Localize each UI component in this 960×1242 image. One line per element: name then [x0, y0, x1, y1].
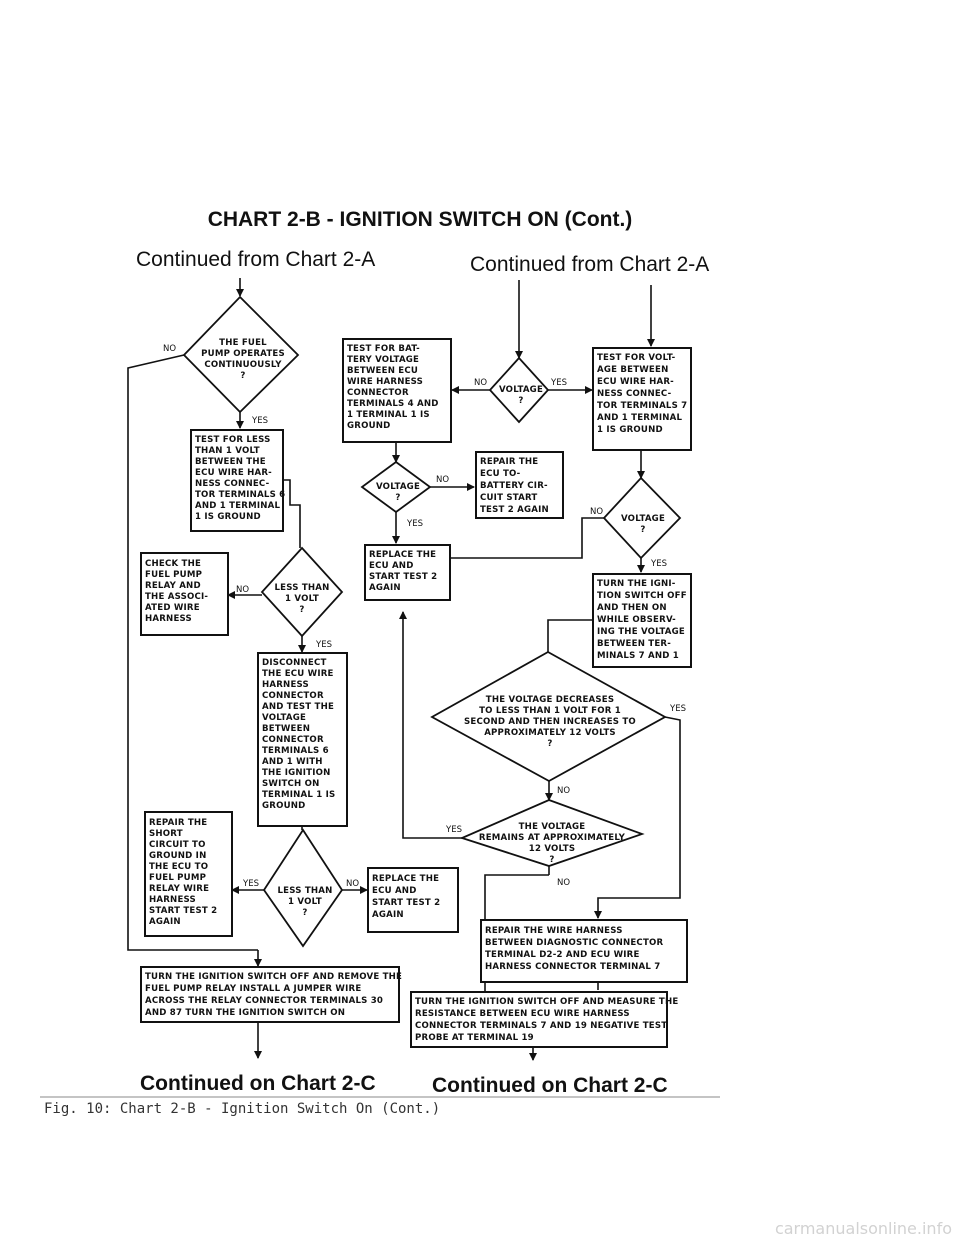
svg-text:1 TERMINAL 1 IS: 1 TERMINAL 1 IS [347, 410, 430, 420]
box-disconnect-ecu [258, 653, 347, 826]
svg-text:1 VOLT: 1 VOLT [288, 897, 322, 907]
svg-text:?: ? [547, 739, 553, 749]
svg-text:REPAIR THE: REPAIR THE [480, 457, 539, 467]
yes-label: YES [407, 519, 423, 529]
svg-text:LESS THAN: LESS THAN [274, 583, 330, 593]
svg-text:AND 87 TURN THE IGNITION SWIT: AND 87 TURN THE IGNITION SWITCH ON [145, 1008, 346, 1018]
svg-text:TOR TERMINALS 7: TOR TERMINALS 7 [597, 401, 688, 411]
decision-less-than-1 [262, 548, 342, 636]
svg-text:SECOND AND THEN INCREASES TO: SECOND AND THEN INCREASES TO [464, 717, 636, 727]
svg-text:TURN THE IGNITION SWITCH OFF A: TURN THE IGNITION SWITCH OFF AND MEASURE THE [415, 997, 679, 1007]
svg-text:START TEST 2: START TEST 2 [149, 906, 218, 916]
svg-text:REPAIR THE WIRE HARNESS: REPAIR THE WIRE HARNESS [485, 926, 623, 936]
svg-text:BETWEEN DIAGNOSTIC CONNECTOR: BETWEEN DIAGNOSTIC CONNECTOR [485, 938, 664, 948]
no-label: NO [436, 475, 450, 485]
svg-text:GROUND IN: GROUND IN [149, 851, 207, 861]
svg-text:LESS THAN: LESS THAN [277, 886, 333, 896]
svg-text:ATED WIRE: ATED WIRE [145, 603, 200, 613]
svg-text:?: ? [640, 525, 646, 535]
svg-text:BETWEEN ECU: BETWEEN ECU [347, 366, 419, 376]
continued-on-right: Continued on Chart 2-C [432, 1074, 668, 1097]
svg-text:SHORT: SHORT [149, 829, 183, 839]
svg-text:THE ECU WIRE: THE ECU WIRE [262, 669, 334, 679]
svg-text:NESS CONNEC-: NESS CONNEC- [597, 389, 672, 399]
svg-text:THE VOLTAGE DECREASES: THE VOLTAGE DECREASES [485, 695, 615, 705]
svg-text:AGAIN: AGAIN [369, 583, 401, 593]
svg-text:ING THE VOLTAGE: ING THE VOLTAGE [597, 627, 685, 637]
yes-label: YES [252, 416, 268, 426]
no-label: NO [236, 585, 250, 595]
svg-text:CIRCUIT TO: CIRCUIT TO [149, 840, 206, 850]
svg-text:TEST FOR LESS: TEST FOR LESS [195, 435, 271, 445]
svg-text:BATTERY CIR-: BATTERY CIR- [480, 481, 548, 491]
decision-fuel-pump [184, 297, 298, 412]
svg-text:TURN THE IGNITION SWITCH OFF A: TURN THE IGNITION SWITCH OFF AND REMOVE THE [145, 972, 403, 982]
svg-text:VOLTAGE: VOLTAGE [498, 385, 544, 395]
no-label: NO [474, 378, 488, 388]
box-repair-ecu-battery [476, 452, 563, 518]
svg-text:TION SWITCH OFF: TION SWITCH OFF [597, 591, 687, 601]
svg-text:RELAY WIRE: RELAY WIRE [149, 884, 210, 894]
svg-text:?: ? [395, 493, 401, 503]
svg-text:?: ? [299, 605, 305, 615]
box-check-fuel-pump [141, 553, 228, 635]
svg-text:TERY VOLTAGE: TERY VOLTAGE [347, 355, 420, 365]
svg-text:THAN 1 VOLT: THAN 1 VOLT [195, 446, 260, 456]
svg-text:AND 1 WITH: AND 1 WITH [262, 757, 323, 767]
svg-text:ECU AND: ECU AND [372, 886, 417, 896]
svg-text:THE FUEL: THE FUEL [219, 338, 267, 348]
svg-text:PUMP OPERATES: PUMP OPERATES [201, 349, 285, 359]
svg-text:HARNESS: HARNESS [149, 895, 196, 905]
svg-text:BETWEEN: BETWEEN [262, 724, 311, 734]
no-label: NO [163, 344, 177, 354]
svg-text:REMAINS AT APPROXIMATELY: REMAINS AT APPROXIMATELY [478, 833, 626, 843]
svg-text:ACROSS THE RELAY CONNECTOR TER: ACROSS THE RELAY CONNECTOR TERMINALS 30 [145, 996, 384, 1006]
svg-text:WHILE OBSERV-: WHILE OBSERV- [597, 615, 676, 625]
no-label: NO [557, 878, 571, 888]
decision-voltage-b [362, 462, 430, 512]
svg-text:VOLTAGE: VOLTAGE [620, 514, 666, 524]
svg-text:PROBE AT TERMINAL 19: PROBE AT TERMINAL 19 [415, 1033, 534, 1043]
svg-text:TERMINAL 1 IS: TERMINAL 1 IS [262, 790, 336, 800]
svg-text:START TEST 2: START TEST 2 [372, 898, 441, 908]
svg-text:THE ECU TO: THE ECU TO [149, 862, 209, 872]
yes-label: YES [316, 640, 332, 650]
svg-text:DISCONNECT: DISCONNECT [262, 658, 327, 668]
svg-text:12 VOLTS: 12 VOLTS [528, 844, 576, 854]
svg-text:GROUND: GROUND [347, 421, 391, 431]
svg-text:REPLACE THE: REPLACE THE [369, 550, 437, 560]
svg-text:THE VOLTAGE: THE VOLTAGE [518, 822, 586, 832]
box-test-voltage-7 [593, 348, 691, 450]
decision-voltage-a [490, 358, 548, 422]
svg-text:HARNESS CONNECTOR TERMINAL 7: HARNESS CONNECTOR TERMINAL 7 [485, 962, 661, 972]
svg-text:TERMINALS 4 AND: TERMINALS 4 AND [347, 399, 439, 409]
svg-text:TERMINAL D2-2 AND ECU WIRE: TERMINAL D2-2 AND ECU WIRE [485, 950, 640, 960]
svg-text:BETWEEN THE: BETWEEN THE [195, 457, 266, 467]
svg-text:1 VOLT: 1 VOLT [285, 594, 319, 604]
box-repair-wire-harness [481, 920, 687, 982]
svg-text:FUEL PUMP: FUEL PUMP [149, 873, 207, 883]
svg-text:ECU WIRE HAR-: ECU WIRE HAR- [195, 468, 272, 478]
svg-text:CONNECTOR: CONNECTOR [262, 691, 324, 701]
svg-text:AND TEST THE: AND TEST THE [262, 702, 335, 712]
svg-text:VOLTAGE: VOLTAGE [375, 482, 421, 492]
svg-text:THE ASSOCI-: THE ASSOCI- [145, 592, 209, 602]
svg-text:BETWEEN TER-: BETWEEN TER- [597, 639, 672, 649]
svg-text:1 IS GROUND: 1 IS GROUND [597, 425, 663, 435]
box-turn-ignition-observe [593, 574, 691, 667]
svg-text:FUEL PUMP RELAY INSTALL A JUM: FUEL PUMP RELAY INSTALL A JUMPER WIRE [145, 984, 362, 994]
no-label: NO [346, 879, 360, 889]
svg-text:TEST FOR VOLT-: TEST FOR VOLT- [597, 353, 676, 363]
svg-text:?: ? [518, 396, 524, 406]
svg-text:AGE BETWEEN: AGE BETWEEN [597, 365, 669, 375]
no-label: NO [590, 507, 604, 517]
svg-text:1 IS GROUND: 1 IS GROUND [195, 512, 261, 522]
svg-text:ECU TO-: ECU TO- [480, 469, 521, 479]
svg-text:CONNECTOR: CONNECTOR [262, 735, 324, 745]
box-repair-short [145, 812, 232, 936]
svg-text:ECU WIRE HAR-: ECU WIRE HAR- [597, 377, 674, 387]
svg-text:RESISTANCE BETWEEN ECU WIRE HA: RESISTANCE BETWEEN ECU WIRE HARNESS [415, 1009, 630, 1019]
svg-text:CHECK THE: CHECK THE [145, 559, 202, 569]
decision-voltage-remains [462, 800, 642, 866]
svg-text:AND 1 TERMINAL: AND 1 TERMINAL [597, 413, 683, 423]
chart-title: CHART 2-B - IGNITION SWITCH ON (Cont.) [207, 208, 633, 231]
svg-text:REPLACE THE: REPLACE THE [372, 874, 440, 884]
svg-text:ECU AND: ECU AND [369, 561, 414, 571]
svg-text:RELAY AND: RELAY AND [145, 581, 201, 591]
svg-text:CUIT START: CUIT START [480, 493, 538, 503]
svg-text:HARNESS: HARNESS [145, 614, 192, 624]
svg-text:TOR TERMINALS 6: TOR TERMINALS 6 [195, 490, 286, 500]
no-label: NO [557, 786, 571, 796]
box-replace-ecu-2 [365, 545, 450, 600]
svg-text:SWITCH ON: SWITCH ON [262, 779, 320, 789]
continued-on-left: Continued on Chart 2-C [140, 1072, 376, 1095]
box-turn-remove-relay [141, 967, 402, 1022]
svg-text:CONNECTOR TERMINALS 7 AND 19: CONNECTOR TERMINALS 7 AND 19 NEGATIVE TEST [415, 1021, 668, 1031]
svg-text:NESS CONNEC-: NESS CONNEC- [195, 479, 270, 489]
svg-text:TO LESS THAN 1 VOLT FOR 1: TO LESS THAN 1 VOLT FOR 1 [479, 706, 621, 716]
svg-text:START TEST 2: START TEST 2 [369, 572, 438, 582]
svg-text:FUEL PUMP: FUEL PUMP [145, 570, 203, 580]
yes-label: YES [651, 559, 667, 569]
svg-text:THE IGNITION: THE IGNITION [262, 768, 331, 778]
box-test-less-than [191, 430, 285, 531]
yes-label: YES [670, 704, 686, 714]
svg-text:?: ? [302, 908, 308, 918]
box-test-battery [343, 339, 451, 442]
yes-label: YES [243, 879, 259, 889]
svg-text:TERMINALS 6: TERMINALS 6 [262, 746, 329, 756]
svg-text:MINALS 7 AND 1: MINALS 7 AND 1 [597, 651, 679, 661]
svg-text:GROUND: GROUND [262, 801, 306, 811]
watermark: carmanualsonline.info [774, 1219, 952, 1238]
svg-text:TURN THE IGNI-: TURN THE IGNI- [597, 579, 676, 589]
svg-text:?: ? [549, 855, 555, 865]
svg-text:VOLTAGE: VOLTAGE [262, 713, 307, 723]
svg-text:AGAIN: AGAIN [372, 910, 404, 920]
continued-from-left: Continued from Chart 2-A [136, 248, 376, 271]
svg-text:?: ? [240, 371, 246, 381]
svg-text:WIRE HARNESS: WIRE HARNESS [347, 377, 424, 387]
svg-text:AND THEN ON: AND THEN ON [597, 603, 667, 613]
svg-text:TEST FOR BAT-: TEST FOR BAT- [347, 344, 420, 354]
svg-text:REPAIR THE: REPAIR THE [149, 818, 208, 828]
svg-text:CONTINUOUSLY: CONTINUOUSLY [204, 360, 282, 370]
svg-text:CONNECTOR: CONNECTOR [347, 388, 409, 398]
svg-text:TEST 2 AGAIN: TEST 2 AGAIN [480, 505, 549, 515]
svg-text:AND 1 TERMINAL: AND 1 TERMINAL [195, 501, 281, 511]
box-measure-resistance [411, 992, 678, 1047]
figure-caption: Fig. 10: Chart 2-B - Ignition Switch On (Cont.) [44, 1101, 441, 1117]
yes-label: YES [446, 825, 462, 835]
decision-voltage-decreases [432, 652, 665, 781]
svg-text:AGAIN: AGAIN [149, 917, 181, 927]
svg-text:APPROXIMATELY 12 VOLTS: APPROXIMATELY 12 VOLTS [484, 728, 616, 738]
box-replace-ecu-1 [368, 868, 458, 932]
decision-voltage-c [604, 478, 680, 558]
decision-less-than-2 [264, 830, 342, 946]
svg-text:HARNESS: HARNESS [262, 680, 309, 690]
continued-from-right: Continued from Chart 2-A [470, 253, 710, 276]
yes-label: YES [551, 378, 567, 388]
